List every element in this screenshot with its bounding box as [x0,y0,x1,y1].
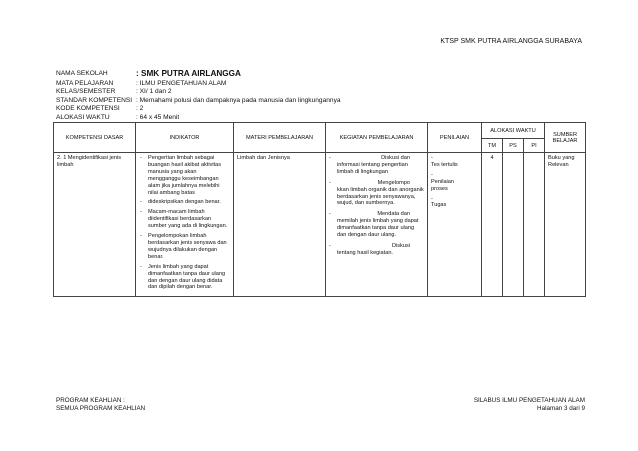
meta-key: MATA PELAJARAN [56,79,114,87]
meta-standard [56,97,341,106]
header-sumber: SUMBER BELAJAR [545,123,586,153]
cell-tm: 4 [482,153,503,297]
meta-key: NAMA SEKOLAH [56,70,108,77]
cell-kompetensi: 2. 1 Mengidentifikasi jenis limbah [54,153,136,297]
indikator-item: - dideskripsikan dengan benar. [148,199,230,206]
kegiatan-lead: Diskusi [391,242,410,249]
syllabus-table [53,122,586,297]
header-penilaian: PENILAIAN [428,123,482,153]
kegiatan-lead: Diskusi dan [381,155,410,161]
header-kompetensi: KOMPETENSI DASAR [54,123,136,153]
footer-program-label: PROGRAM KEAHLIAN : [56,397,125,404]
meta-key: KODE KOMPETENSI [56,105,120,113]
header-indikator: INDIKATOR [136,123,234,153]
penilaian-text: Penilaian proses [431,178,464,192]
kegiatan-dash: - [329,242,331,249]
penilaian-item [431,196,478,210]
penilaian-dash: - [431,171,433,178]
penilaian-dash: - [431,195,433,202]
meta-value: : 64 x 45 Menit [136,113,180,121]
header-alokasi: ALOKASI WAKTU [482,123,545,139]
cell-pi [524,153,545,297]
indikator-item: - Macam-macam limbah diidentifikasi berdasarkan sumber yang ada di lingkungan. [148,209,230,230]
header-ps: PS [503,139,524,153]
kegiatan-dash: - [329,211,331,218]
meta-code [56,105,341,114]
header-tm: TM [482,139,503,153]
indikator-item: - Pengertian limbah sebagai buangan hasil akibat aktivitas manusia yang akan mengganggu keseimbangan alam jika jumlahnya melebihi nilai ambang batas [148,155,230,196]
table-row [54,153,586,297]
meta-value: : Memahami polusi dan dampaknya pada manusia dan lingkungannya [136,96,341,104]
cell-indikator [136,153,234,297]
kegiatan-lead: Mendata dan [377,211,410,218]
footer-right [474,397,585,413]
footer-left [56,397,145,413]
kegiatan-text: kkan limbah organik dan anorganik berdasarkan jenis senyawanya, wujud, dan sumbernya. [337,186,424,207]
kegiatan-item [329,180,424,208]
meta-key: KELAS/SEMESTER [56,88,116,96]
header-kegiatan: KEGIATAN PEMBELAJARAN [326,123,428,153]
meta-value: : SMK PUTRA AIRLANGGA [136,69,241,78]
meta-class [56,88,341,97]
penilaian-text: Tes tertulis [431,161,458,168]
document-header: KTSP SMK PUTRA AIRLANGGA SURABAYA [440,38,582,45]
footer-syllabus-title: SILABUS ILMU PENGETAHUAN ALAM [473,397,585,404]
meta-key: ALOKASI WAKTU [56,113,110,121]
kegiatan-item [329,155,424,176]
meta-subject [56,80,341,89]
kegiatan-text: memilah jenis limbah yang dapat dimanfaatkan tanpa daur ulang dan dengan daur ulang. [337,218,419,239]
penilaian-text: Tugas [431,202,447,209]
cell-materi: Limbah dan Jenisnya [234,153,326,297]
syllabus-identity [56,70,341,123]
kegiatan-item [329,211,424,239]
header-materi: MATERI PEMBELAJARAN [234,123,326,153]
cell-kegiatan [326,153,428,297]
cell-penilaian [428,153,482,297]
indikator-item: - Pengelompokan limbah berdasarkan jenis senyawa dan wujudnya dilakukan dengan benar. [148,233,230,261]
kegiatan-dash: - [329,179,331,186]
penilaian-item [431,155,478,169]
header-pi: PI [524,139,545,153]
footer-program-value: SEMUA PROGRAM KEAHLIAN [56,405,146,412]
indikator-item: - Jenis limbah yang dapat dimanfaatkan tanpa daur ulang dan dengan daur ulang didata dan dipilah dengan benar. [148,264,230,292]
cell-sumber: Buku yang Relevan [545,153,586,297]
kegiatan-text: informasi tentang pengertian limbah di lingkungan [337,161,408,175]
footer-page-number: Halaman 3 dari 9 [537,405,585,412]
kegiatan-item [329,243,424,257]
penilaian-item [431,172,478,193]
kegiatan-lead: Mengelompo [377,179,410,186]
kegiatan-text: tentang hasil kegiatan. [337,249,393,256]
cell-ps [503,153,524,297]
penilaian-dash: - [431,155,433,161]
meta-school [56,70,341,80]
kegiatan-dash: - [329,155,331,161]
meta-key: STANDAR KOMPETENSI [56,96,133,104]
meta-value: : XI/ 1 dan 2 [136,88,172,96]
meta-value: : 2 [136,105,144,113]
meta-value: : ILMU PENGETAHUAN ALAM [136,79,227,87]
